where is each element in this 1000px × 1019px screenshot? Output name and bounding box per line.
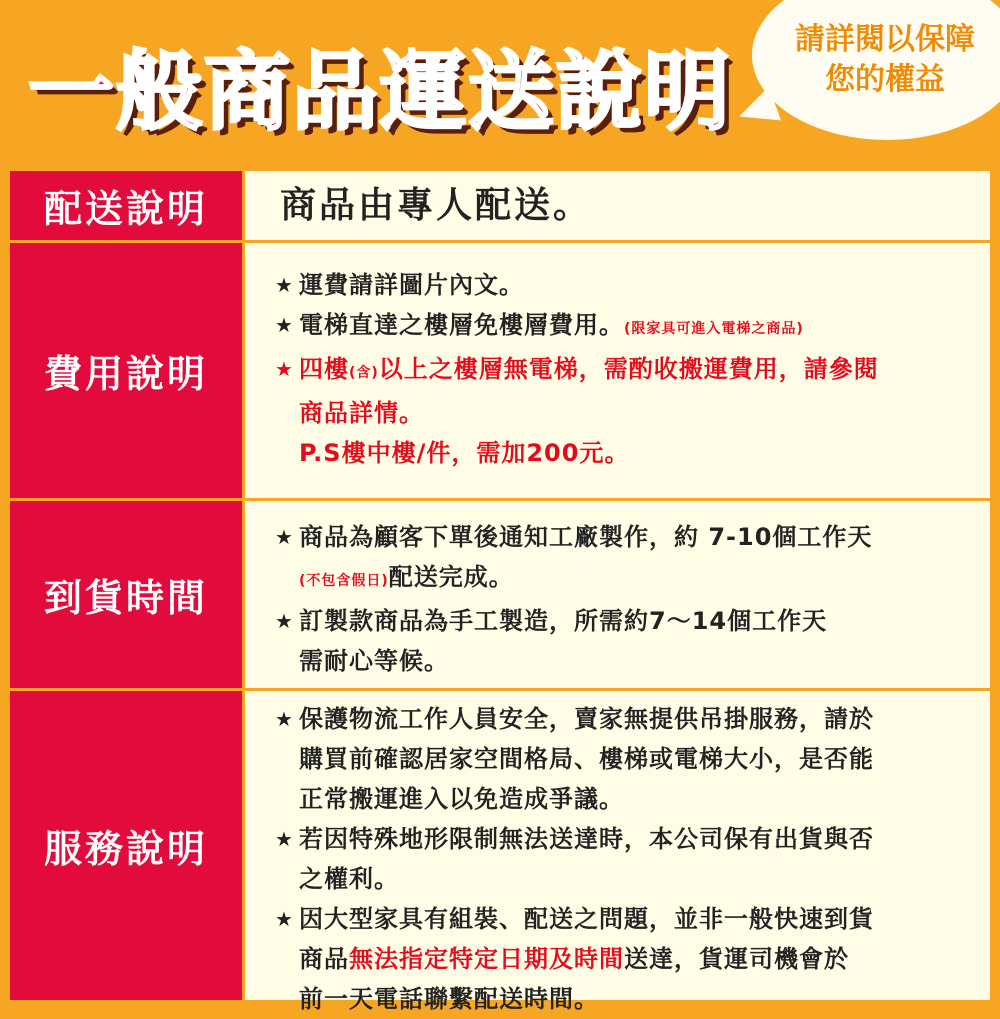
fee-bullet-3: ★ 四樓(含)以上之樓層無電梯，需酌收搬運費用，請參閱 bbox=[275, 349, 990, 393]
row-service bbox=[10, 691, 990, 1013]
content-delivery bbox=[245, 171, 990, 240]
star-icon: ★ bbox=[275, 609, 294, 633]
service-bullet-1-line-3: 正常搬運進入以免造成爭議。 bbox=[299, 785, 624, 813]
arrival-bullet-2-cont: 需耐心等候。 bbox=[299, 647, 449, 675]
label-fee: 費用說明 bbox=[10, 243, 245, 498]
speech-bubble-text bbox=[772, 20, 998, 100]
star-icon: ★ bbox=[275, 827, 294, 851]
fee-note-elevator: (限家具可進入電梯之商品) bbox=[624, 321, 804, 337]
star-icon: ★ bbox=[275, 907, 294, 931]
bubble-line-1: 請詳閱以保障 bbox=[795, 22, 975, 57]
arrival-bullet-1: ★ 商品為顧客下單後通知工廠製作，約 7-10個工作天 bbox=[275, 517, 990, 557]
service-bullet-3-line-2: 商品無法指定特定日期及時間送達，貨運司機會於 bbox=[299, 945, 849, 973]
label-delivery: 配送說明 bbox=[10, 171, 245, 240]
star-icon: ★ bbox=[275, 313, 294, 337]
star-icon: ★ bbox=[275, 357, 294, 381]
delivery-text: 商品由專人配送。 bbox=[280, 185, 593, 226]
service-bullet-1: ★ 保護物流工作人員安全，賣家無提供吊掛服務，請於 bbox=[275, 699, 990, 739]
service-bullet-3-line-3: 前一天電話聯繫配送時間。 bbox=[299, 985, 599, 1013]
row-fee bbox=[10, 243, 990, 501]
fee-bullet-3-cont: 商品詳情。 bbox=[299, 399, 424, 427]
label-service: 服務說明 bbox=[10, 691, 245, 1000]
page-title: 一般商品運送說明 bbox=[28, 42, 732, 142]
row-arrival bbox=[10, 501, 990, 691]
content-arrival bbox=[245, 501, 990, 688]
row-delivery bbox=[10, 171, 990, 243]
fee-bullet-3-ps: P.S樓中樓/件，需加200元。 bbox=[299, 439, 630, 467]
content-fee bbox=[245, 243, 990, 498]
arrival-note-holiday: (不包含假日) bbox=[299, 573, 389, 589]
content-service bbox=[245, 691, 990, 1013]
service-bullet-3: ★ 因大型家具有組裝、配送之問題，並非一般快速到貨 bbox=[275, 899, 990, 939]
fee-bullet-1: ★ 運費請詳圖片內文。 bbox=[275, 265, 990, 305]
bubble-line-2: 您的權益 bbox=[825, 62, 945, 97]
arrival-bullet-1-cont: (不包含假日)配送完成。 bbox=[299, 563, 514, 591]
fee-bullet-2: ★ 電梯直達之樓層免樓層費用。(限家具可進入電梯之商品) bbox=[275, 305, 990, 349]
info-table bbox=[10, 171, 990, 1013]
star-icon: ★ bbox=[275, 707, 294, 731]
label-arrival: 到貨時間 bbox=[10, 501, 245, 688]
service-highlight-no-date: 無法指定特定日期及時間 bbox=[349, 945, 624, 973]
service-bullet-2-line-2: 之權利。 bbox=[299, 865, 399, 893]
arrival-bullet-2: ★ 訂製款商品為手工製造，所需約7～14個工作天 bbox=[275, 601, 990, 641]
service-bullet-1-line-2: 購買前確認居家空間格局、樓梯或電梯大小，是否能 bbox=[299, 745, 874, 773]
star-icon: ★ bbox=[275, 525, 294, 549]
star-icon: ★ bbox=[275, 273, 294, 297]
service-bullet-2: ★ 若因特殊地形限制無法送達時，本公司保有出貨與否 bbox=[275, 819, 990, 859]
